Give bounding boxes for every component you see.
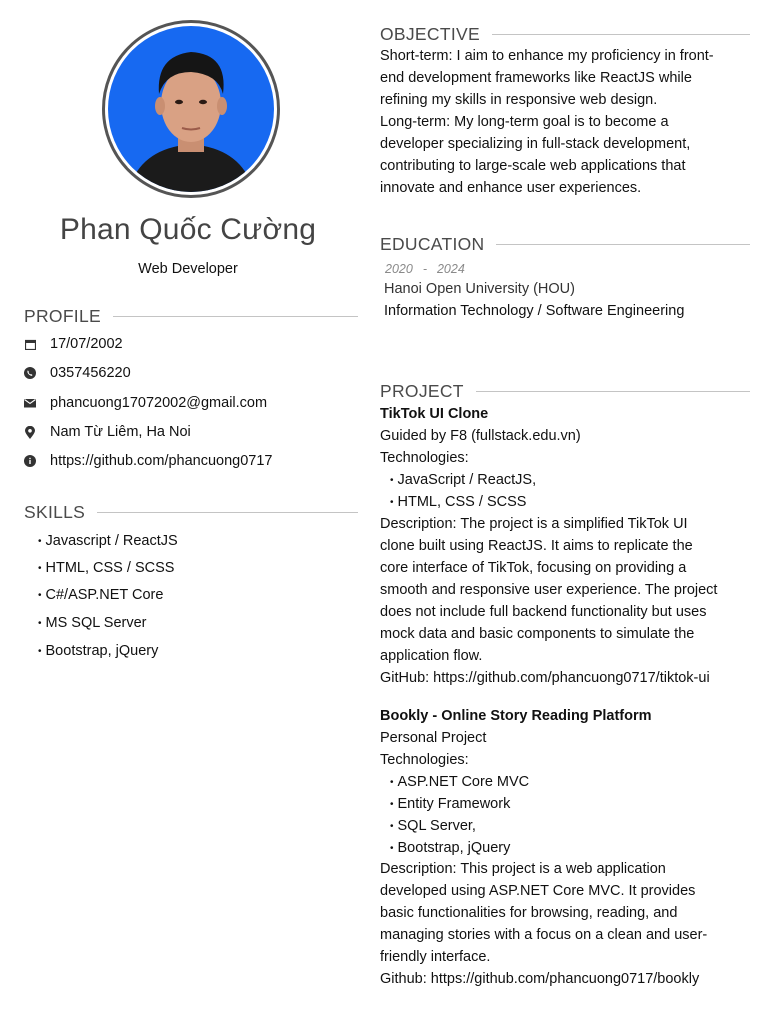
- contact-email: [24, 395, 267, 411]
- contact-github: [24, 453, 273, 469]
- left-column: [0, 0, 370, 1024]
- project-desc-line: managing stories with a focus on a clean and user-: [380, 927, 708, 943]
- skill-item: • C#/ASP.NET Core: [38, 587, 163, 603]
- education-major: Information Technology / Software Engineering: [384, 303, 685, 319]
- project-desc-line: Description: This project is a web application: [380, 861, 666, 877]
- education-heading: [380, 234, 750, 255]
- education-years: [385, 262, 465, 276]
- contact-github-link[interactable]: https://github.com/phancuong0717: [50, 453, 273, 469]
- objective-line: Short-term: I aim to enhance my proficiency in front-: [380, 48, 714, 64]
- skill-item: • MS SQL Server: [38, 615, 147, 631]
- project-tech-item: • HTML, CSS / SCSS: [390, 491, 526, 515]
- calendar-icon: [24, 338, 36, 350]
- project-github-link[interactable]: GitHub: https://github.com/phancuong0717/tiktok-ui: [380, 670, 710, 686]
- skill-item: • HTML, CSS / SCSS: [38, 560, 174, 576]
- project-type: Personal Project: [380, 730, 487, 746]
- avatar: [102, 20, 280, 198]
- skill-item: • Javascript / ReactJS: [38, 533, 178, 549]
- skills-heading-rule: [97, 512, 358, 513]
- education-heading-rule: [496, 244, 750, 245]
- project-tech-item: • SQL Server,: [390, 815, 476, 839]
- contact-birthday: [24, 336, 123, 352]
- location-icon: [24, 426, 36, 438]
- objective-line: Long-term: My long-term goal is to become a: [380, 114, 669, 130]
- skill-item: • Bootstrap, jQuery: [38, 643, 158, 659]
- profile-heading-label: PROFILE: [24, 306, 101, 326]
- project-desc-line: application flow.: [380, 648, 483, 664]
- profile-photo: [108, 26, 274, 192]
- education-sep: -: [422, 262, 427, 276]
- skills-heading-label: SKILLS: [24, 502, 86, 522]
- contact-birthday-text: 17/07/2002: [50, 336, 123, 352]
- contact-email-text[interactable]: phancuong17072002@gmail.com: [50, 395, 268, 411]
- objective-line: developer specializing in full-stack development,: [380, 136, 691, 152]
- project-desc-line: developed using ASP.NET Core MVC. It provides: [380, 883, 696, 899]
- project-desc-line: friendly interface.: [380, 949, 491, 965]
- right-column: [380, 0, 755, 1024]
- project-desc-line: mock data and basic components to simulate the: [380, 626, 695, 642]
- project-guide: Guided by F8 (fullstack.edu.vn): [380, 428, 581, 444]
- education-school: Hanoi Open University (HOU): [384, 281, 575, 297]
- phone-icon: [24, 367, 36, 379]
- objective-line: refining my skills in responsive web design.: [380, 92, 658, 108]
- project-title: Bookly - Online Story Reading Platform: [380, 708, 652, 724]
- contact-phone: [24, 365, 131, 381]
- contact-location: [24, 424, 191, 440]
- info-icon: [24, 455, 36, 467]
- project-tech-label: Technologies:: [380, 752, 469, 768]
- project-github-link[interactable]: Github: https://github.com/phancuong0717/bookly: [380, 971, 700, 987]
- project-tech-item: • ASP.NET Core MVC: [390, 771, 529, 795]
- objective-heading-label: OBJECTIVE: [380, 24, 480, 44]
- project-tech-item: • Entity Framework: [390, 793, 510, 817]
- contact-phone-text: 0357456220: [50, 365, 131, 381]
- project-tech-item: • JavaScript / ReactJS,: [390, 469, 536, 493]
- education-end: 2024: [436, 262, 465, 276]
- project-heading-label: PROJECT: [380, 381, 464, 401]
- profile-heading-rule: [113, 316, 358, 317]
- project-title: TikTok UI Clone: [380, 406, 489, 422]
- objective-line: end development frameworks like ReactJS while: [380, 70, 692, 86]
- project-tech-label: Technologies:: [380, 450, 469, 466]
- project-desc-line: does not include full backend functionality but uses: [380, 604, 707, 620]
- project-tech-item: • Bootstrap, jQuery: [390, 837, 510, 861]
- objective-heading-rule: [492, 34, 750, 35]
- profile-heading: [24, 306, 358, 327]
- project-desc-line: core interface of TikTok, focusing on providing a: [380, 560, 687, 576]
- project-heading-rule: [476, 391, 750, 392]
- project-desc-line: clone built using ReactJS. It aims to replicate the: [380, 538, 693, 554]
- objective-heading: [380, 24, 750, 45]
- objective-line: innovate and enhance user experiences.: [380, 180, 642, 196]
- project-desc-line: Description: The project is a simplified TikTok UI: [380, 516, 688, 532]
- project-desc-line: basic functionalities for browsing, reading, and: [380, 905, 678, 921]
- person-name: Phan Quốc Cường: [59, 213, 317, 246]
- project-heading: [380, 381, 750, 402]
- email-icon: [24, 397, 36, 409]
- person-title: Web Developer: [138, 261, 238, 277]
- skills-heading: [24, 502, 358, 523]
- contact-location-text: Nam Từ Liêm, Ha Noi: [50, 424, 191, 440]
- education-heading-label: EDUCATION: [380, 234, 485, 254]
- project-desc-line: smooth and responsive user experience. The project: [380, 582, 718, 598]
- education-start: 2020: [385, 262, 413, 276]
- objective-line: contributing to large-scale web applications that: [380, 158, 686, 174]
